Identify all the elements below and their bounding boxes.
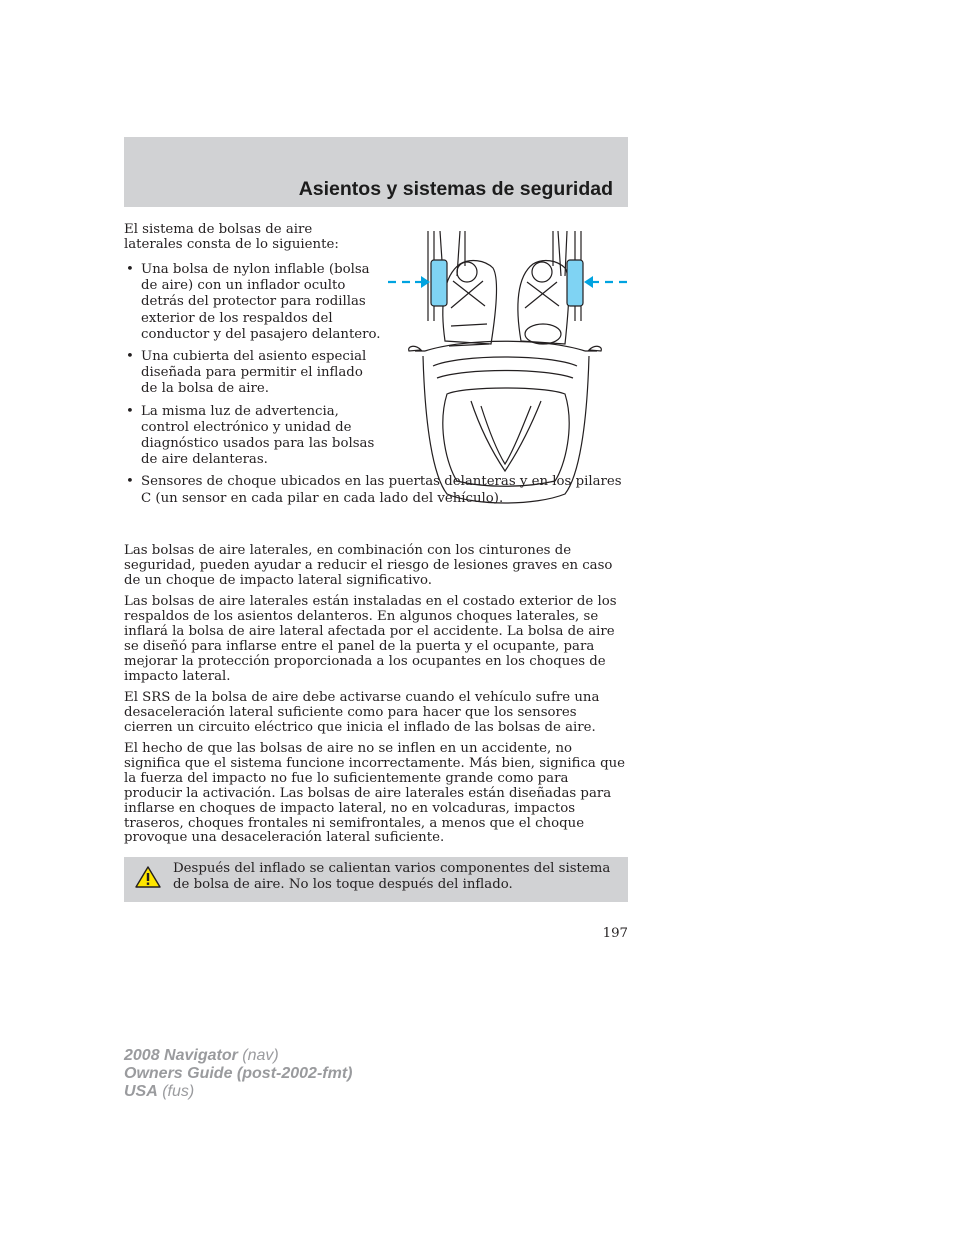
- warning-text: Después del inflado se calientan varios componentes del sistema de bolsa de aire. No los toque después del inflado.: [173, 861, 611, 892]
- section-header-band: [124, 137, 628, 207]
- list-item: • Una cubierta del asiento especial diseñada para permitir el inflado de la bolsa de aire.: [124, 349, 381, 398]
- warning-triangle-icon: [135, 865, 161, 889]
- footer-line: USA (fus): [124, 1083, 195, 1100]
- footer-line: 2008 Navigator (nav): [124, 1047, 279, 1064]
- list-item-text: Sensores de choque ubicados en las puertas delanteras y en los pilares C (un sensor en cada pilar en cada lado del vehículo).: [141, 474, 622, 506]
- list-item: • La misma luz de advertencia, control electrónico y unidad de diagnóstico usados para las bolsas de aire delanteras.: [124, 404, 381, 469]
- footer-identifier: [124, 1047, 352, 1101]
- intro-text: El sistema de bolsas de aire laterales consta de lo siguiente:: [124, 222, 339, 252]
- footer-line: Owners Guide (post-2002-fmt): [124, 1065, 353, 1082]
- paragraph: El hecho de que las bolsas de aire no se inflen en un accidente, no significa que el sistema funcione incorrectamente. Más bien, significa que la fuerza del impacto no fue lo suficientemente grande como para producir la activación. Las bolsas de aire laterales están diseñadas para inflarse en choques de impacto lateral, no en volcaduras, impactos traseros, choques frontales ni semifrontales, a menos que el choque provoque una desaceleración lateral suficiente.: [124, 741, 626, 846]
- paragraph: El SRS de la bolsa de aire debe activarse cuando el vehículo sufre una desaceleración lateral suficiente como para hacer que los sensores cierren un circuito eléctrico que inicia el inflado de las bolsas de aire.: [124, 690, 600, 735]
- section-title: Asientos y sistemas de seguridad: [298, 178, 613, 200]
- warning-box: [124, 857, 628, 902]
- paragraph: Las bolsas de aire laterales, en combinación con los cinturones de seguridad, pueden ayudar a reducir el riesgo de lesiones graves en caso de un choque de impacto lateral significativo.: [124, 543, 613, 588]
- paragraph: Las bolsas de aire laterales están instaladas en el costado exterior de los respaldos de los asientos delanteros. En algunos choques laterales, se inflará la bolsa de aire lateral afectada por el accidente. La bolsa de aire se diseñó para inflarse entre el panel de la puerta y el ocupante, para mejorar la protección proporcionada a los ocupantes en los choques de impacto lateral.: [124, 594, 617, 684]
- page-number: 197: [602, 926, 628, 941]
- side-airbag-diagram: [385, 226, 630, 506]
- list-item: • Una bolsa de nylon inflable (bolsa de aire) con un inflador oculto detrás del protector para rodillas exterior de los respaldos del conductor y del pasajero delantero.: [124, 262, 381, 343]
